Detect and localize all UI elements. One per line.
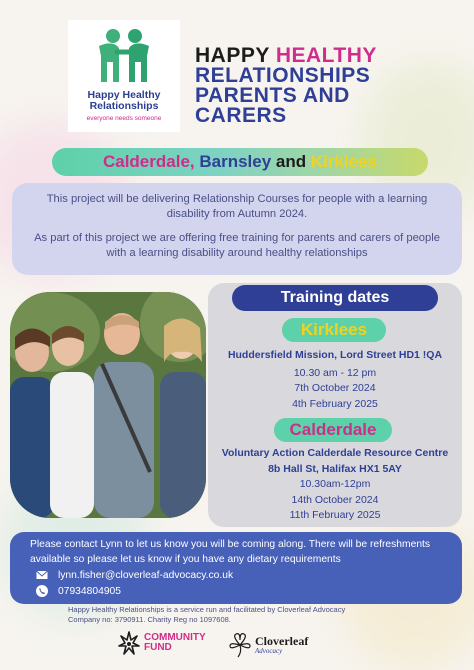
phone-number[interactable]: 07934804905 — [58, 585, 121, 597]
intro-box — [12, 183, 462, 275]
cloverleaf-logo — [228, 632, 308, 658]
title-line4: CARERS — [195, 104, 287, 127]
intro-paragraph-1: This project will be delivering Relationship Courses for people with a learning disability from Autumn 2024. — [46, 193, 428, 220]
calderdale-date-1: 14th October 2024 — [291, 493, 379, 506]
cloverleaf-name: Cloverleaf — [255, 634, 309, 648]
kirklees-label: Kirklees — [282, 318, 386, 342]
kirklees-date-1: 7th October 2024 — [294, 382, 376, 394]
group-photo-illustration — [10, 292, 206, 518]
title-line2: RELATIONSHIPS — [195, 64, 371, 87]
envelope-icon — [36, 569, 48, 581]
footer-line-2: Company no: 3790911. Charity Reg no 1097608. — [68, 615, 231, 624]
contact-message: Please contact Lynn to let us know you will be coming along. There will be refreshments available so please let us know if you have any dietary requirements — [30, 539, 431, 565]
logo — [68, 20, 180, 132]
phone-row — [36, 585, 121, 597]
training-dates-heading: Training dates — [232, 285, 438, 311]
footer-text — [68, 605, 398, 625]
kirklees-date-2: 4th February 2025 — [292, 397, 378, 410]
contact-box — [10, 532, 462, 604]
title-healthy: HEALTHY — [275, 44, 377, 67]
title-line3: PARENTS AND — [195, 84, 350, 107]
cloverleaf-sub: Advocacy — [255, 647, 283, 655]
logo-tagline: everyone needs someone — [86, 115, 162, 122]
people-logo-icon — [89, 26, 159, 86]
community-label: COMMUNITY — [144, 632, 206, 643]
calderdale-venue-2: 8b Hall St, Halifax HX1 5AY — [268, 462, 402, 475]
region-barnsley: Barnsley — [194, 152, 272, 171]
kirklees-venue: Huddersfield Mission, Lord Street HD1 !QA — [227, 349, 443, 361]
calderdale-details — [208, 446, 462, 524]
kirklees-time: 10.30 am - 12 pm — [293, 366, 377, 379]
calderdale-label: Calderdale — [274, 418, 392, 442]
email-row — [36, 569, 233, 581]
kirklees-details — [208, 348, 462, 412]
title-happy: HAPPY — [195, 44, 276, 67]
fund-label: FUND — [144, 642, 172, 653]
page-title — [195, 46, 377, 126]
regions-banner — [52, 148, 428, 176]
community-fund-logo — [118, 630, 206, 656]
cloverleaf-icon — [228, 632, 252, 658]
calderdale-venue-1: Voluntary Action Calderdale Resource Centre — [221, 447, 449, 459]
phone-icon — [36, 585, 48, 597]
logo-name: Happy Healthy Relationships — [87, 89, 161, 112]
lottery-hands-icon — [118, 630, 140, 656]
intro-paragraph-2: As part of this project we are offering free training for parents and carers of people with a learning disability around healthy relationships — [34, 232, 440, 259]
region-calderdale: Calderdale, — [102, 152, 195, 171]
calderdale-time: 10.30am-12pm — [299, 478, 371, 490]
region-kirklees: Kirklees — [310, 152, 378, 171]
footer-line-1: Happy Healthy Relationships is a service run and facilitated by Cloverleaf Advocacy — [68, 605, 346, 614]
email-link[interactable]: lynn.fisher@cloverleaf-advocacy.co.uk — [58, 569, 234, 581]
calderdale-date-2: 11th February 2025 — [289, 509, 381, 521]
region-and: and — [271, 152, 311, 171]
group-photo — [10, 292, 206, 518]
